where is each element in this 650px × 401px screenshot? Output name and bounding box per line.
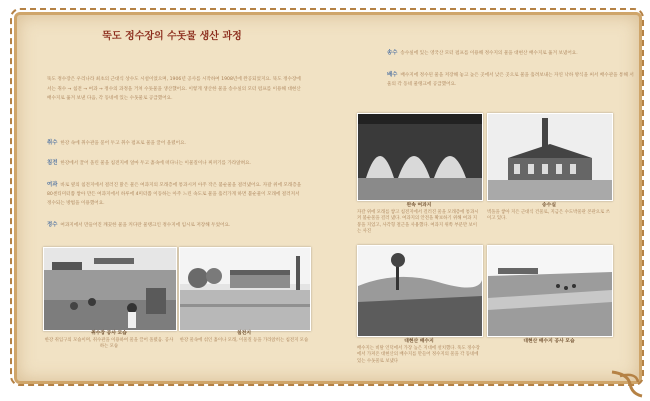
- caption-text: 자갈 위에 모래를 쌓고 침전지에서 걸러진 물을 모래층에 통과시켜 불순물을 걸러 냈다. 여과지의 안전을 확보하기 위해 여과 지붕을 지었고, 사각형 철근을 사용했다. 여과지 위쪽 부분만 보이는 사진: [357, 209, 479, 234]
- right-column: [357, 15, 639, 381]
- caption-text: 벽돌을 쌓아 지은 근대식 건물로, 지금은 수도박물관 본관으로 쓰이고 있다.: [487, 209, 610, 221]
- sedimentation-photo-image: [180, 248, 310, 330]
- photo-reservoir-construction: [487, 245, 613, 337]
- page-title: 뚝도 정수장의 수돗물 생산 과정: [102, 31, 242, 42]
- caption-pump-house: [487, 203, 611, 223]
- caption-title: 완속 여과지: [406, 203, 432, 208]
- step-key: 정수: [47, 222, 58, 228]
- left-column: [17, 15, 327, 381]
- filtration-photo-image: [358, 114, 482, 200]
- step-key: 여과: [47, 182, 58, 188]
- reservoir-construction-photo-image: [488, 246, 612, 336]
- step-text: 한강에서 끌어 올린 물을 침전지에 얼마 두고 흙속에 떠다니는 이물질이나 찌꺼기를 가라앉혀요.: [60, 161, 252, 166]
- step-distribution: [387, 71, 637, 89]
- parchment-panel: [14, 12, 642, 384]
- step-key: 취수: [47, 140, 58, 146]
- caption-reservoir-construction: [487, 339, 611, 346]
- step-text: 송수실에 있는 영국산 모터 펌프를 이용해 정수지의 물을 대현산 배수지로 옮겨 보냈어요.: [400, 51, 578, 56]
- caption-title: 침전지: [237, 331, 251, 336]
- reservoir-photo-image: [358, 246, 482, 336]
- caption-title: 송수실: [542, 203, 556, 208]
- step-purification: [47, 221, 305, 230]
- photo-intake-construction: [43, 247, 177, 331]
- step-key: 송수: [387, 50, 398, 56]
- photo-sedimentation: [179, 247, 311, 331]
- intro-text: 뚝도 정수장은 우리나라 최초의 근대식 상수도 시설이었으며, 1906년 공사를 시작하여 1908년에 완공되었지요. 뚝도 정수장에서는 취수 → 침전 → 여과 → 정수의 과정을 거쳐 수돗물을 생산했어요. 이렇게 생산한 물을 송수실의 모터 펌프를 이용해 대현산 배수지로 옮겨 보낸 다음, 각 동네에 있는 수돗물로 공급했어요.: [47, 77, 301, 101]
- caption-intake: [43, 331, 175, 351]
- step-filtration: [47, 181, 305, 208]
- step-text: 여과지에서 만들어진 깨끗한 물을 커다란 물탱크인 정수지에 임시로 저장해 두었어요.: [60, 223, 231, 228]
- step-text: 바로 옆의 침전지에서 걸러진 맑은 물은 여과지의 모래층에 통과시켜 아주 작은 불순물을 걸러냈어요. 자갈 위에 모래층을 80센티미터쯤 쌓아 만든 여과지에서 하루에 4미터쯤 이동하는 아주 느린 속도로 물을 흘러가게 하면 불순물이 모래에 걸러져서 정수되는 방법을 이용했어요.: [47, 183, 302, 206]
- step-transmission: [387, 49, 637, 58]
- step-text: 배수지에 정수된 물을 저장해 놓고 높은 곳에서 낮은 곳으로 물을 흘려보내는 자연 낙하 방식을 써서 배수관을 통해 서울의 각 동네 물탱크에 공급했어요.: [387, 73, 634, 87]
- caption-text: 한강 취입구의 모습이며, 취수관을 이용하여 물을 끌어 올렸음. 공사하는 모습: [44, 337, 174, 349]
- step-key: 침전: [47, 160, 58, 166]
- step-text: 한강 속에 취수관을 묻어 두고 취수 펌프로 물을 끌어 올렸어요.: [60, 141, 186, 146]
- caption-reservoir: [357, 339, 481, 365]
- caption-filtration: [357, 203, 481, 236]
- caption-title: 대현산 배수지 공사 모습: [523, 339, 575, 344]
- caption-title: 대현산 배수지: [404, 339, 434, 344]
- step-sedimentation: [47, 159, 305, 168]
- caption-title: 취수장 공사 모습: [91, 331, 127, 336]
- pump-house-photo-image: [488, 114, 612, 200]
- intake-photo-image: [44, 248, 176, 330]
- step-key: 배수: [387, 72, 398, 78]
- photo-reservoir: [357, 245, 483, 337]
- caption-sedimentation: [179, 331, 309, 344]
- caption-text: 한강 물속에 섞인 흙이나 모래, 이물질 등을 가라앉히는 침전지 모습: [179, 337, 309, 343]
- photo-filtration: [357, 113, 483, 201]
- step-intake: [47, 139, 305, 148]
- caption-text: 배수지는 비탈 언덕에서 가장 높은 지대에 설치했다. 뚝도 정수장에서 가져온 대현산의 배수지를 만들어 정수지의 물을 각 동네에 있는 수돗물로 보냈다: [357, 345, 480, 364]
- photo-pump-house: [487, 113, 613, 201]
